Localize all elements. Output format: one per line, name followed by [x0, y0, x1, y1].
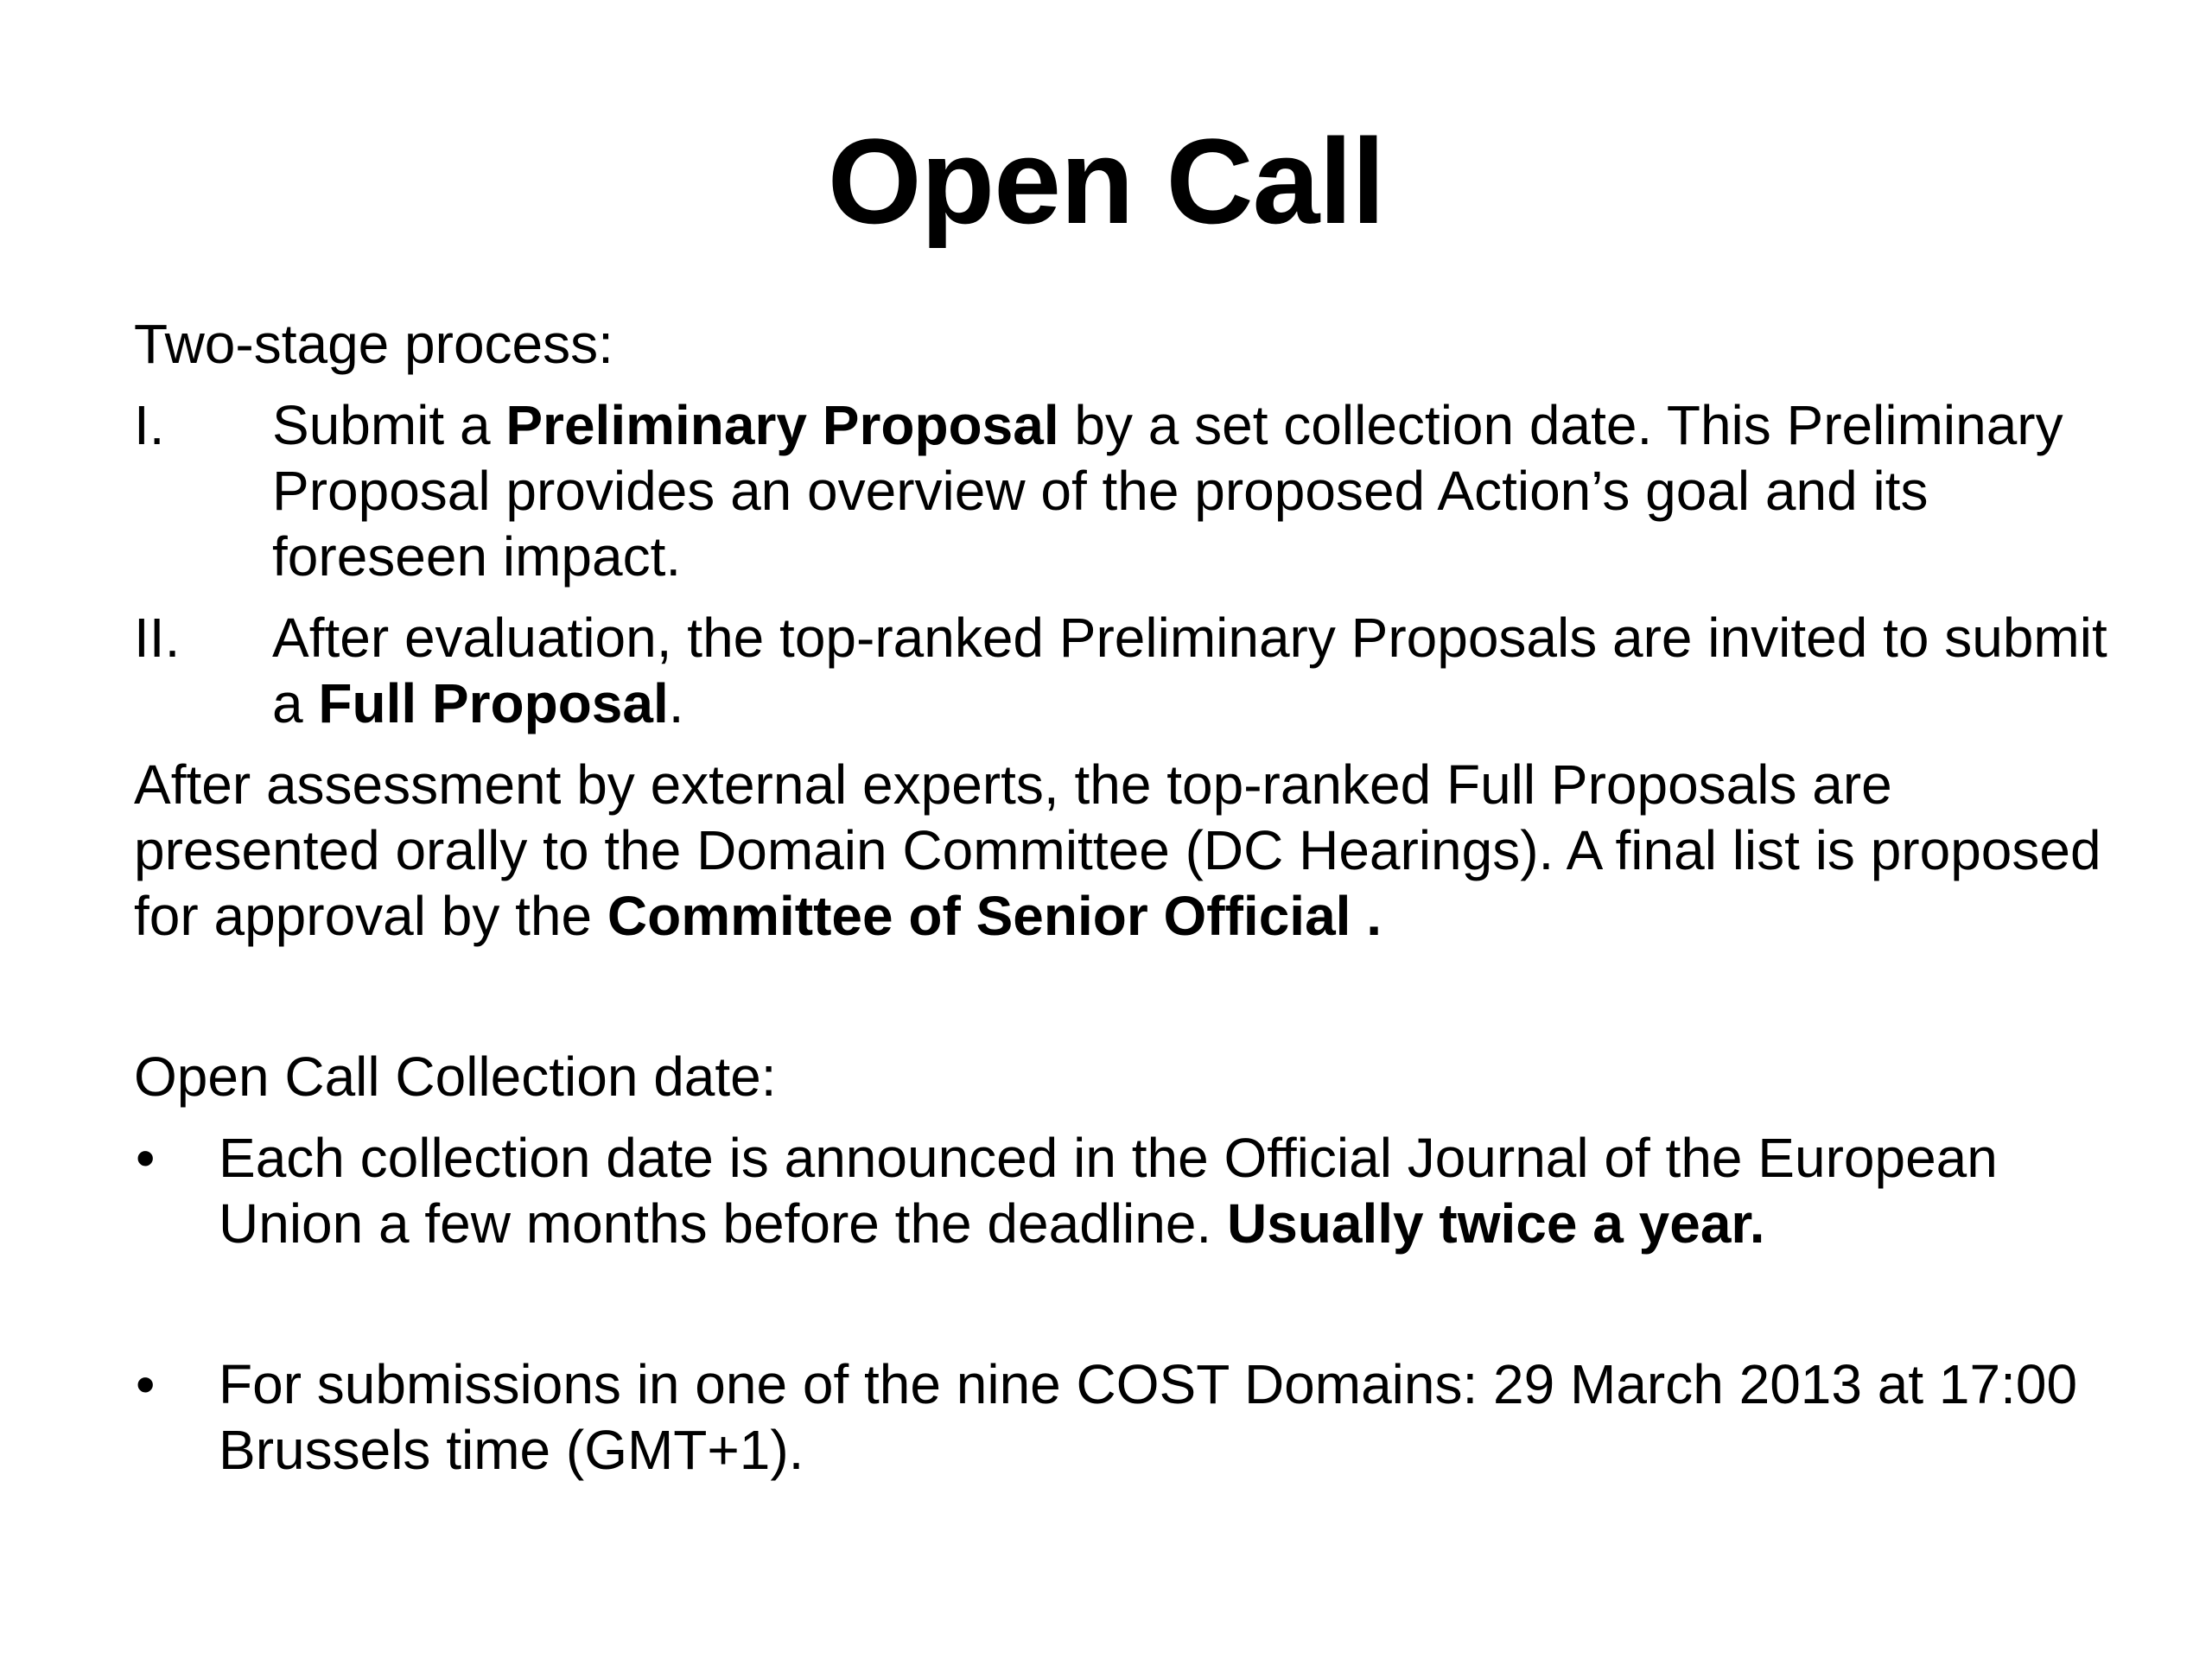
stage-bold-text: Preliminary Proposal [505, 394, 1059, 456]
bullet-icon: • [136, 1127, 156, 1189]
slide-body [134, 311, 2113, 1498]
collection-bullets [134, 1125, 2113, 1483]
assessment-text [134, 752, 2113, 949]
stage-text: After evaluation, the top-ranked Preliminary Proposals are invited to submit a [272, 607, 2107, 734]
bullet-item [134, 1125, 2113, 1256]
stage-bold-text: Full Proposal [318, 672, 669, 734]
bullet-item [134, 1351, 2113, 1483]
bullet-text: Each collection date is announced in the Official Journal of the European Union a few months before the deadline. [219, 1127, 1998, 1255]
spacer [134, 1272, 2113, 1351]
intro-text: Two-stage process: [134, 313, 613, 375]
bullet-icon: • [136, 1353, 156, 1415]
bullet-text: For submissions in one of the nine COST Domains: 29 March 2013 at 17:00 Brussels time (GMT+1). [219, 1353, 2078, 1481]
stage-text: Submit a [272, 394, 506, 456]
assessment-bold: Committee of Senior Official . [607, 885, 1382, 947]
spacer [134, 964, 2113, 1044]
stage-marker: I. [134, 394, 165, 456]
stage-list [134, 392, 2113, 736]
stage-item [134, 605, 2113, 736]
slide-title: Open Call [827, 113, 1385, 249]
stage-text: . [668, 672, 684, 734]
assessment-plain: After assessment by external experts, the top-ranked Full Proposals are presented orally to the Domain Committee (DC Hearings). A final list is proposed for approval by the [134, 753, 2101, 947]
stage-text: by a set collection date. This Preliminary Proposal provides an overview of the proposed Action’s goal and its foreseen impact. [272, 394, 2063, 588]
stage-item [134, 392, 2113, 589]
collection-heading: Open Call Collection date: [134, 1046, 777, 1108]
bullet-bold-text: Usually twice a year. [1226, 1192, 1765, 1255]
stage-marker: II. [134, 607, 181, 669]
